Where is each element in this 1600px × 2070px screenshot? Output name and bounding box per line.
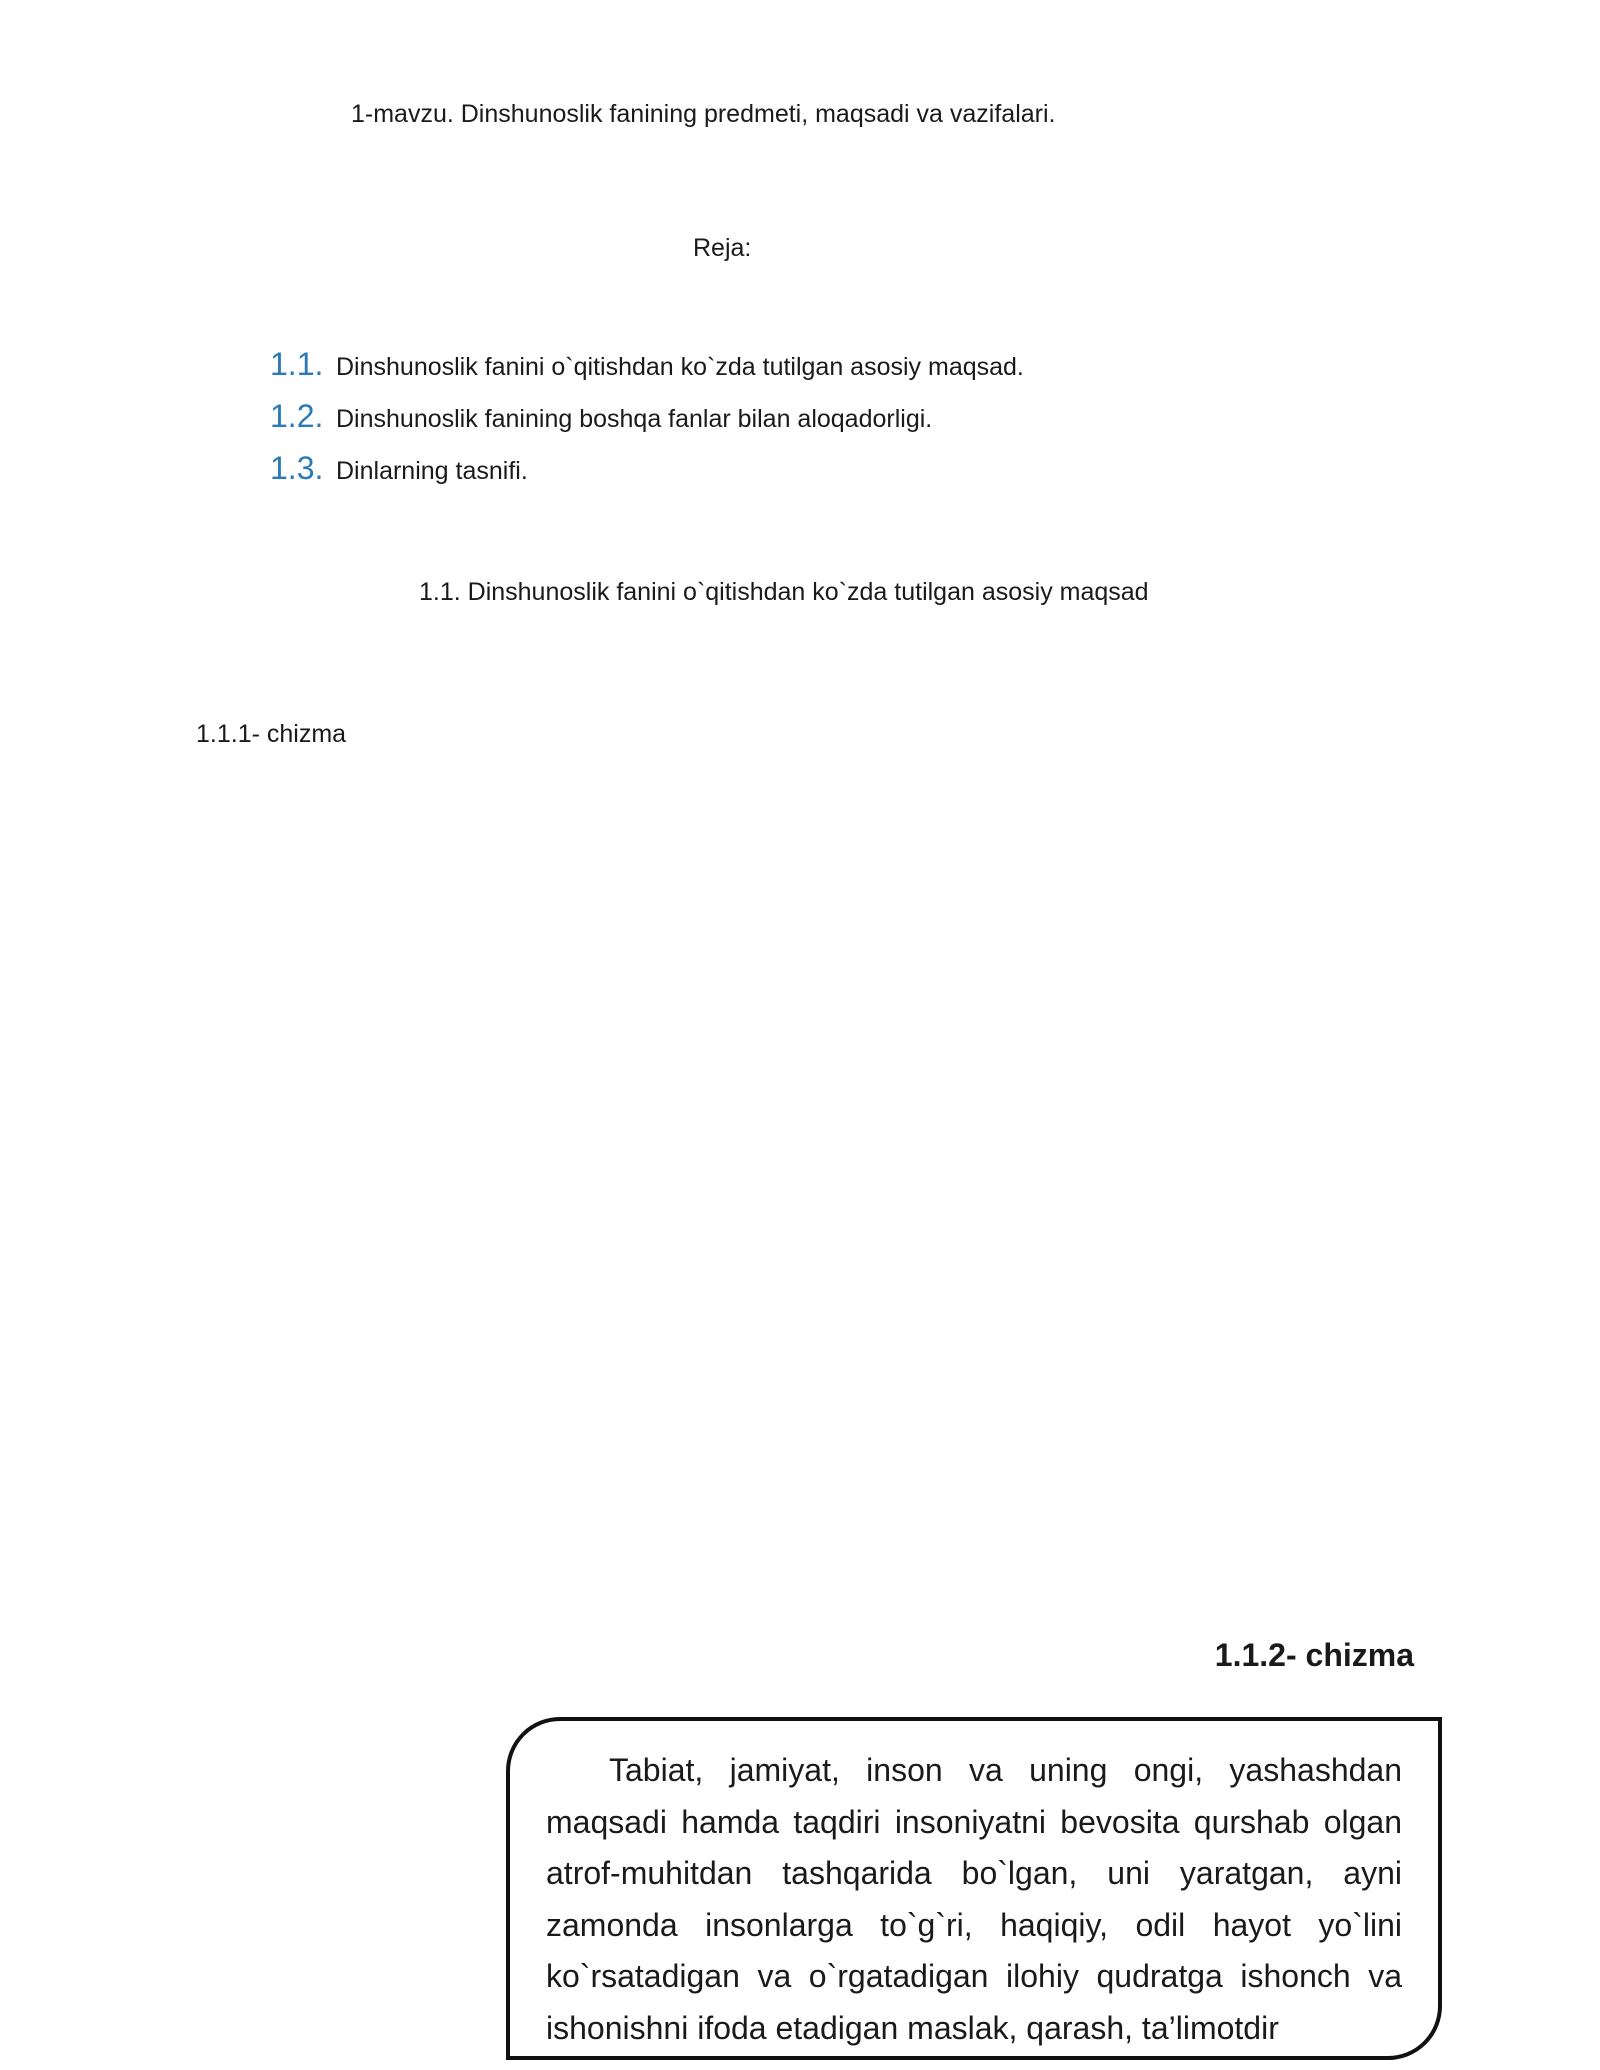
document-title: 1-mavzu. Dinshunoslik fanining predmeti, maqsadi va vazifalari.: [351, 100, 1056, 128]
plan-item-text: Dinshunoslik fanining boshqa fanlar bilan aloqadorligi.: [336, 405, 933, 433]
section-heading: 1.1. Dinshunoslik fanini o`qitishdan ko`zda tutilgan asosiy maqsad: [419, 578, 1149, 606]
figure-caption-2: 1.1.2- chizma: [1214, 1637, 1414, 1673]
plan-item: [270, 450, 1024, 502]
plan-item-number: 1.3.: [270, 450, 324, 486]
plan-item-number: 1.1.: [270, 346, 324, 382]
plan-item-text: Dinshunoslik fanini o`qitishdan ko`zda tutilgan asosiy maqsad.: [336, 353, 1024, 381]
figure-caption-1: 1.1.1- chizma: [196, 720, 347, 748]
plan-item: [270, 346, 1024, 398]
plan-heading: Reja:: [693, 234, 752, 262]
plan-item: [270, 398, 1024, 450]
plan-list: [270, 346, 1024, 502]
definition-text: Tabiat, jamiyat, inson va uning ongi, yashashdan maqsadi hamda taqdiri insoniyatni bevosita qurshab olgan atrof-muhitdan tashqarida bo`lgan, uni yaratgan, ayni zamonda insonlarga to`g`ri, haqiqiy, odil hayot yo`lini ko`rsatadigan va o`rgatadigan ilohiy qudratga ishonch va ishonishni ifoda etadigan maslak, qarash, ta’limotdir: [546, 1752, 1402, 2046]
plan-item-number: 1.2.: [270, 398, 324, 434]
definition-box: [506, 1717, 1442, 2060]
plan-item-text: Dinlarning tasnifi.: [336, 457, 528, 485]
